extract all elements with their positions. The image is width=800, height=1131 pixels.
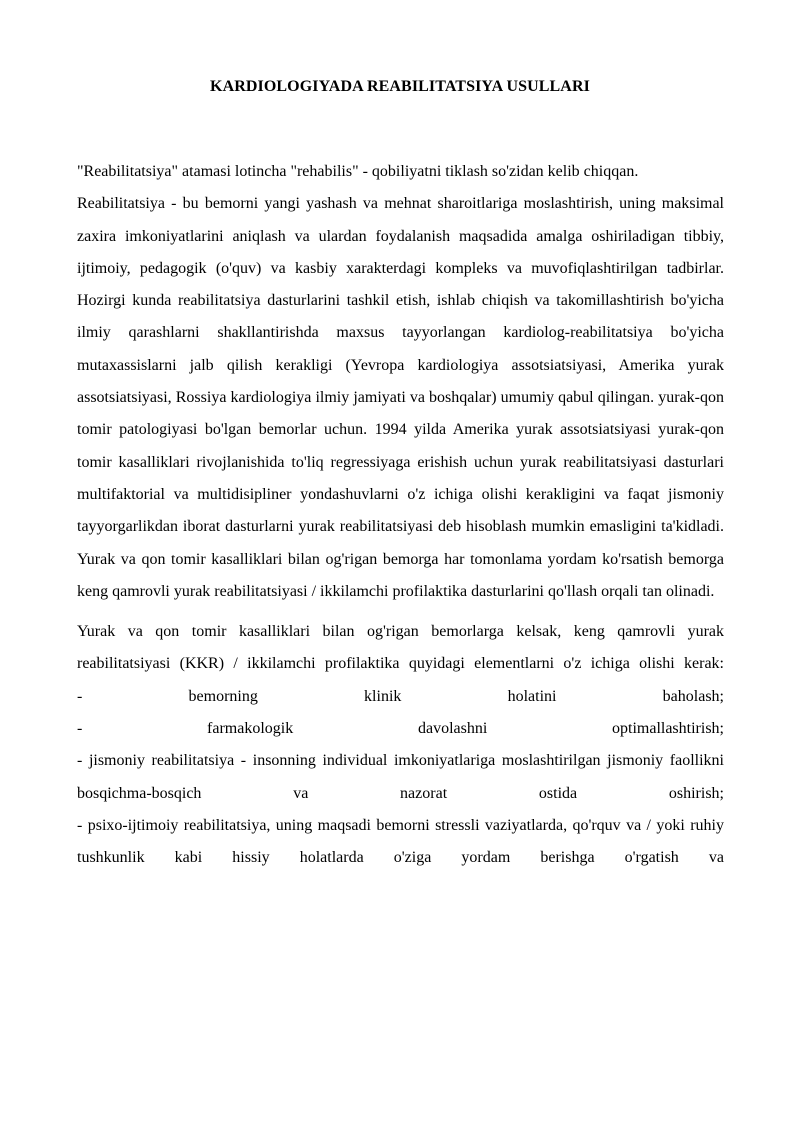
document-body <box>77 156 724 875</box>
paragraph-definition: Reabilitatsiya - bu bemorni yangi yashash va mehnat sharoitlariga moslashtirish, uning maksimal zaxira imkoniyatlarini aniqlash va ulardan foydalanish maqsadida amalga oshiriladigan tibbiy, ijtimoiy, pedagogik (o'quv) va kasbiy xarakterdagi kompleks va muvofiqlashtirilgan tadbirlar. <box>77 195 724 277</box>
paragraph-etymology: "Reabilitatsiya" atamasi lotincha "rehabilis" - qobiliyatni tiklash so'zidan kelib chiqqan. <box>77 163 639 180</box>
list-item-physical-rehab: - jismoniy reabilitatsiya - insonning individual imkoniyatlariga moslashtirilgan jismoniy faollikni bosqichma-bosqich va nazorat ostida oshirish; <box>77 752 724 802</box>
list-item-clinical-assessment: - bemorning klinik holatini baholash; <box>77 687 724 705</box>
paragraph-kkr-elements: Yurak va qon tomir kasalliklari bilan og'rigan bemorlarga kelsak, keng qamrovli yurak reabilitatsiyasi (KKR) / ikkilamchi profilaktika quyidagi elementlarni o'z ichiga olishi kerak: <box>77 623 724 673</box>
list-item-pharmacological: - farmakologik davolashni optimallashtirish; <box>77 720 724 738</box>
page-title: KARDIOLOGIYADA REABILITATSIYA USULLARI <box>210 78 590 95</box>
paragraph-current-state: Hozirgi kunda reabilitatsiya dasturlarini tashkil etish, ishlab chiqish va takomillashtirish bo'yicha ilmiy qarashlarni shakllantirishda maxsus tayyorlangan kardiolog-reabilitatsiya bo'yicha mutaxassislarni jalb qilish kerakligi (Yevropa kardiologiya assotsiatsiyasi, Amerika yurak assotsiatsiyasi, Rossiya kardiologiya ilmiy jamiyati va boshqalar) umumiy qabul qilingan. yurak-qon tomir patologiyasi bo'lgan bemorlar uchun. 1994 yilda Amerika yurak assotsiatsiyasi yurak-qon tomir kasalliklari rivojlanishida to'liq regressiyaga erishish uchun yurak reabilitatsiyasi dasturlari multifaktorial va multidisipliner yondashuvlarni o'z ichiga olishi kerakligini va faqat jismoniy tayyorgarlikdan iborat dasturlarni yurak reabilitatsiyasi deb hisoblash mumkin emasligini ta'kidladi. Yurak va qon tomir kasalliklari bilan og'rigan bemorga har tomonlama yordam ko'rsatish bemorga keng qamrovli yurak reabilitatsiyasi / ikkilamchi profilaktika dasturlarini qo'llash orqali tan olinadi. <box>77 292 724 600</box>
list-item-psychosocial-rehab: - psixo-ijtimoiy reabilitatsiya, uning maqsadi bemorni stressli vaziyatlarda, qo'rquv va / yoki ruhiy tushkunlik kabi hissiy holatlarda o'ziga yordam berishga o'rgatish va <box>77 816 724 867</box>
